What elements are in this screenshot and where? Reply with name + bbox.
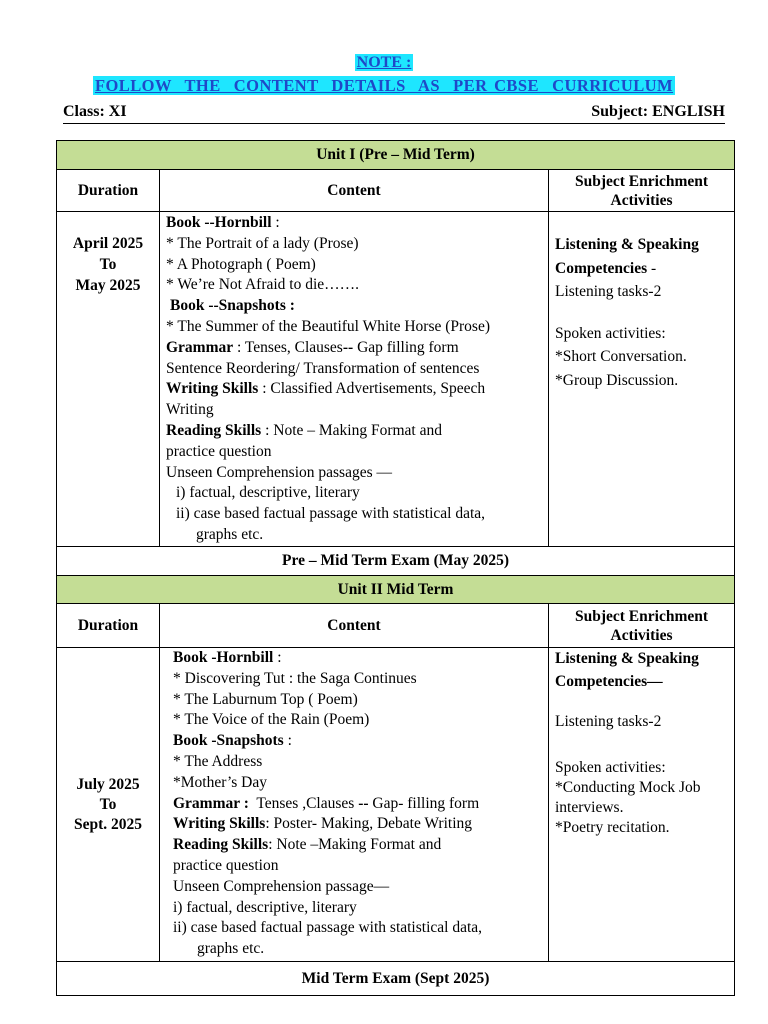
unit1-reading-line2: practice question: [166, 442, 272, 460]
unit1-book1-item: * We’re Not Afraid to die…….: [166, 276, 360, 294]
unit2-act-item: *Conducting Mock Job: [555, 779, 701, 796]
subject-label: Subject: ENGLISH: [591, 103, 725, 120]
class-label: Class: XI: [63, 103, 127, 120]
unit2-unseen: Unseen Comprehension passage—: [173, 877, 390, 895]
unit2-unseen-last: graphs etc.: [197, 940, 265, 958]
unit2-unseen-item: ii) case based factual passage with statistical data,: [173, 919, 483, 937]
unit1-activities: [549, 212, 735, 547]
unit1-book1: Book --Hornbill :: [166, 214, 280, 231]
unit2-duration-to: To: [99, 795, 117, 813]
unit1-grammar-line2: Sentence Reordering/ Transformation of sentences: [166, 359, 480, 377]
unit1-exam: Pre – Mid Term Exam (May 2025): [57, 547, 735, 576]
unit1-act-spoken: Spoken activities:: [555, 324, 666, 342]
unit1-grammar: Grammar : Tenses, Clauses-- Gap filling form: [166, 338, 459, 356]
unit1-unseen-item: ii) case based factual passage with statistical data,: [176, 505, 486, 523]
unit2-exam-row: [57, 962, 735, 996]
unit2-book1-item: * Discovering Tut : the Saga Continues: [173, 669, 417, 687]
unit1-body-row: [57, 212, 735, 547]
unit2-body-row: [57, 648, 735, 962]
unit2-act-item: interviews.: [555, 799, 624, 816]
unit2-title-row: [57, 576, 735, 604]
duration-header: Duration: [57, 604, 160, 648]
unit1-unseen-item: i) factual, descriptive, literary: [176, 484, 360, 502]
unit2-reading-line2: practice question: [173, 856, 279, 874]
unit2-act-spoken: Spoken activities:: [555, 759, 666, 776]
note-text: FOLLOW THE CONTENT DETAILS AS PER CBSE CURRICULUM: [94, 76, 674, 95]
unit1-book1-item: * A Photograph ( Poem): [166, 255, 316, 273]
unit2-header-row: [57, 604, 735, 648]
unit1-act-item: *Short Conversation.: [555, 348, 687, 365]
unit1-book2: Book --Snapshots :: [170, 297, 295, 315]
unit2-act-line1: Listening tasks-2: [555, 713, 662, 730]
unit1-act-item: *Group Discussion.: [555, 371, 679, 389]
unit2-act-item: *Poetry recitation.: [555, 819, 670, 836]
unit1-act-heading: Listening & Speaking: [555, 236, 699, 253]
unit2-book1: Book -Hornbill :: [173, 649, 282, 666]
unit2-duration: [57, 648, 160, 962]
duration-header: Duration: [57, 170, 160, 212]
unit2-duration-start: July 2025: [76, 775, 140, 793]
unit2-exam: Mid Term Exam (Sept 2025): [57, 962, 735, 996]
unit1-book2-item: * The Summer of the Beautiful White Horse (Prose): [166, 317, 490, 335]
unit2-unseen-item: i) factual, descriptive, literary: [173, 898, 357, 916]
unit1-writing: Writing Skills : Classified Advertisements, Speech: [166, 380, 486, 398]
activities-header: Subject Enrichment Activities: [549, 170, 735, 212]
unit1-book1-item: * The Portrait of a lady (Prose): [166, 234, 359, 252]
unit2-grammar: Grammar : Tenses ,Clauses -- Gap- filling form: [173, 794, 480, 812]
unit1-duration-to: To: [99, 256, 117, 273]
unit2-book1-item: * The Laburnum Top ( Poem): [173, 690, 358, 708]
unit2-book1-item: * The Voice of the Rain (Poem): [173, 711, 370, 729]
unit1-exam-row: [57, 547, 735, 576]
content-header: Content: [160, 604, 549, 648]
unit1-writing-line2: Writing: [166, 401, 214, 419]
unit2-book2-item: * The Address: [173, 752, 263, 770]
unit1-duration-end: May 2025: [75, 277, 141, 294]
class-subject-row: [63, 103, 725, 124]
unit2-writing: Writing Skills: Poster- Making, Debate Writing: [173, 815, 473, 833]
unit2-act-heading: Listening & Speaking: [555, 650, 699, 667]
unit1-duration: [57, 212, 160, 547]
unit1-act-line1: Listening tasks-2: [555, 283, 662, 300]
unit1-content: [160, 212, 549, 547]
content-header: Content: [160, 170, 549, 212]
unit1-unseen: Unseen Comprehension passages —: [166, 463, 392, 481]
unit2-book2: Book -Snapshots :: [173, 732, 292, 750]
unit2-content: [160, 648, 549, 962]
unit1-duration-start: April 2025: [72, 235, 144, 252]
unit1-unseen-last: graphs etc.: [196, 525, 264, 543]
unit2-reading: Reading Skills: Note –Making Format and: [173, 836, 442, 854]
unit1-reading: Reading Skills : Note – Making Format and: [166, 421, 442, 439]
activities-header: Subject Enrichment Activities: [549, 604, 735, 648]
unit2-activities: [549, 648, 735, 962]
unit2-duration-end: Sept. 2025: [73, 815, 143, 833]
unit2-title: Unit II Mid Term: [57, 576, 735, 604]
unit2-book2-item: *Mother’s Day: [173, 773, 267, 791]
note-title: NOTE :: [356, 54, 412, 71]
unit1-title-row: [57, 141, 735, 170]
unit1-act-heading2: Competencies -: [555, 259, 657, 277]
unit2-act-heading2: Competencies—: [555, 673, 663, 690]
unit1-header-row: [57, 170, 735, 212]
unit1-title: Unit I (Pre – Mid Term): [57, 141, 735, 170]
curriculum-table: [56, 140, 735, 996]
